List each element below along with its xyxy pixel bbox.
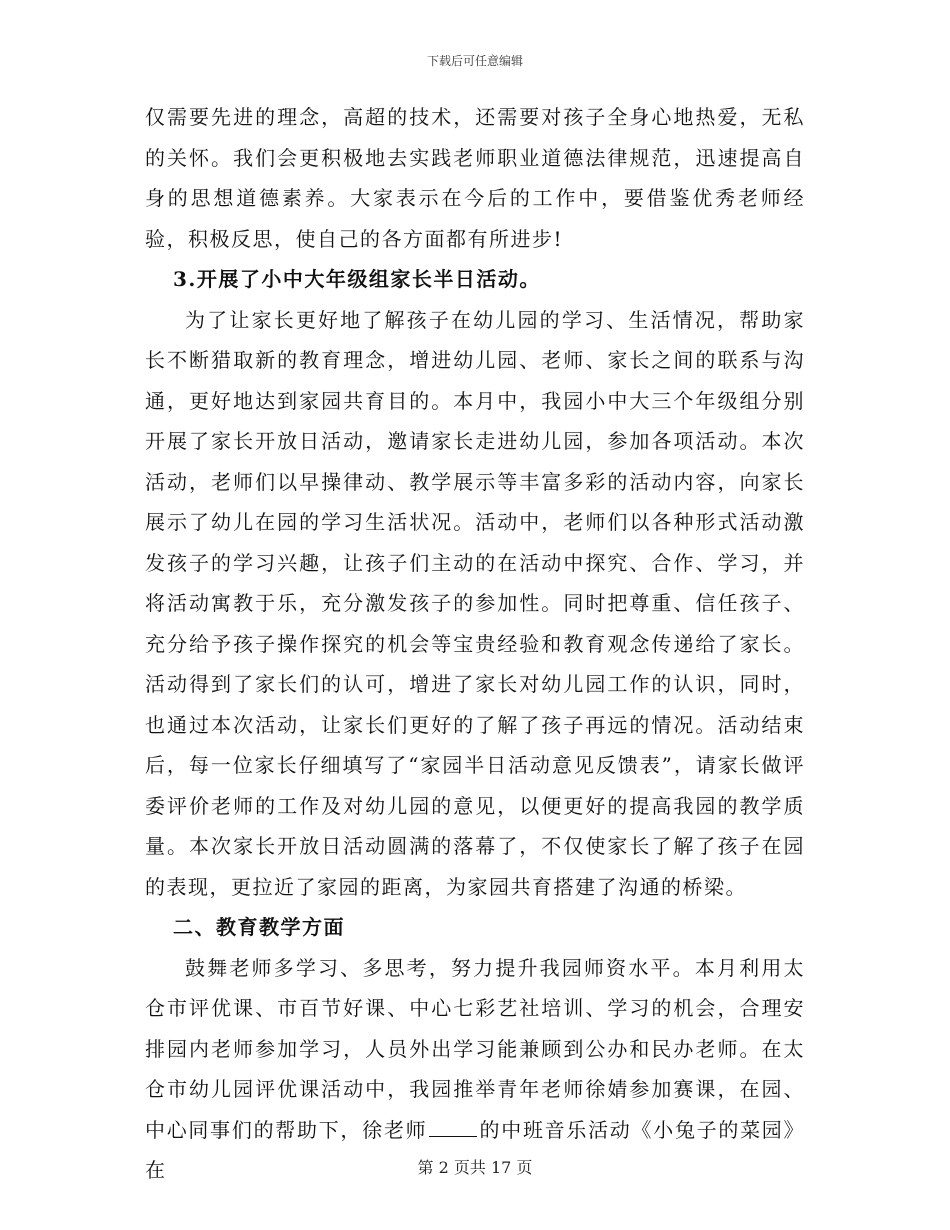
paragraph-2: 为了让家长更好地了解孩子在幼儿园的学习、生活情况，帮助家长不断猎取新的教育理念，增进幼儿园、老师、家长之间的联系与沟通，更好地达到家园共育目的。本月中，我园小中大三个年级组分别开展了家长开放日活动，邀请家长走进幼儿园，参加各项活动。本次活动，老师们以早操律动、教学展示等丰富多彩的活动内容，向家长展示了幼儿在园的学习生活状况。活动中，老师们以各种形式活动激发孩子的学习兴趣，让孩子们主动的在活动中探究、合作、学习，并将活动寓教于乐，充分激发孩子的参加性。同时把尊重、信任孩子、充分给予孩子操作探究的机会等宝贵经验和教育观念传递给了家长。活动得到了家长们的认可，增进了家长对幼儿园工作的认识，同时，也通过本次活动，让家长们更好的了解了孩子再远的情况。活动结束后，每一位家长仔细填写了“家园半日活动意见反馈表”，请家长做评委评价老师的工作及对幼儿园的意见，以便更好的提高我园的教学质量。本次家长开放日活动圆满的落幕了，不仅使家长了解了孩子在园的表现，更拉近了家园的距离，为家园共育搭建了沟通的桥梁。 xyxy=(145,307,805,899)
blank-underline xyxy=(429,1116,477,1137)
section-heading-3: 3.开展了小中大年级组家长半日活动。 xyxy=(173,267,541,291)
page-footer: 第 2 页共 17 页 xyxy=(417,1158,533,1177)
document-body xyxy=(145,97,805,1191)
paragraph-3-part-b: 的中班音乐活动《小兔子的菜园》在 xyxy=(145,1117,806,1182)
page-header: 下载后可任意编辑 xyxy=(426,54,523,68)
paragraph-1: 仅需要先进的理念，高超的技术，还需要对孩子全身心地热爱，无私的关怀。我们会更积极地去实践老师职业道德法律规范，迅速提高自身的思想道德素养。大家表示在今后的工作中，要借鉴优秀老师经验，积极反思，使自己的各方面都有所进步! xyxy=(145,105,805,251)
paragraph-3-part-a: 鼓舞老师多学习、多思考，努力提升我园师资水平。本月利用太仓市评优课、市百节好课、中心七彩艺社培训、学习的机会，合理安排园内老师参加学习，人员外出学习能兼顾到公办和民办老师。在太仓市幼儿园评优课活动中，我园推举青年老师徐婧参加赛课，在园、中心同事们的帮助下，徐老师 xyxy=(145,955,805,1142)
section-heading-2: 二、教育教学方面 xyxy=(173,915,345,939)
